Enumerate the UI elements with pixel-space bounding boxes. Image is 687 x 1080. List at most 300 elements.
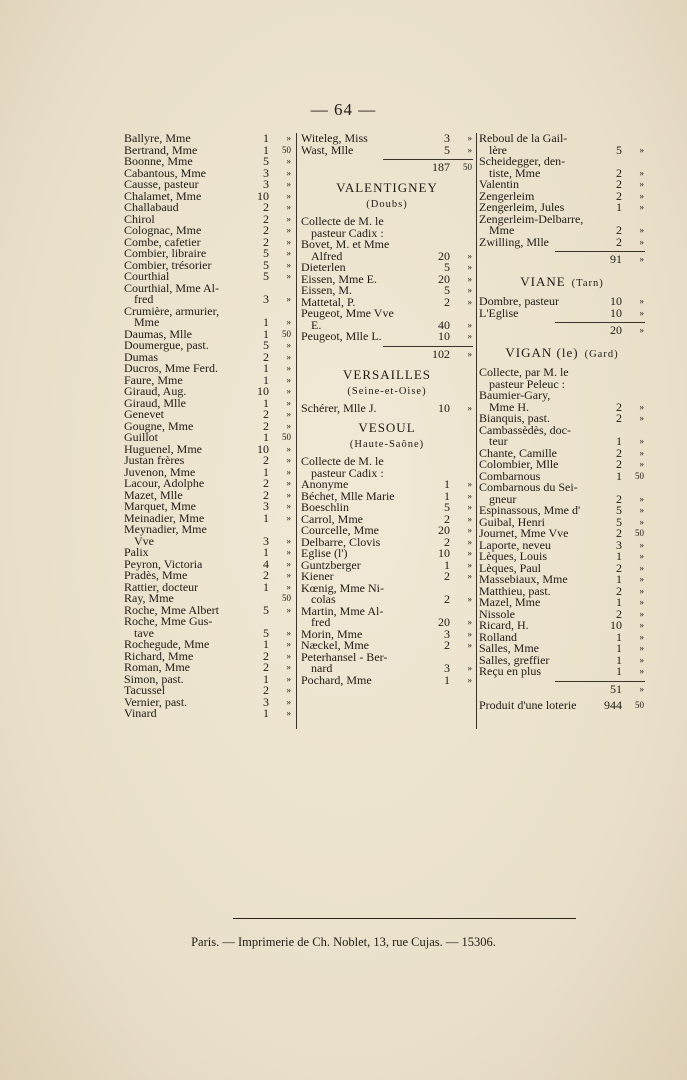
amount-francs: 1 xyxy=(263,326,269,341)
donor-name: lère xyxy=(489,142,507,157)
donor-name: Peyron, Victoria xyxy=(124,556,203,571)
amount-centimes: » xyxy=(286,409,291,419)
amount-francs: 40 xyxy=(438,317,450,332)
amount-centimes: » xyxy=(286,604,291,615)
list-item xyxy=(301,400,473,415)
amount-francs: 2 xyxy=(263,211,269,226)
amount-francs: 2 xyxy=(263,234,269,249)
amount-francs: 2 xyxy=(444,592,450,606)
amount-centimes: 50 xyxy=(635,528,644,538)
amount-francs: 5 xyxy=(616,503,622,517)
amount-centimes: » xyxy=(467,525,472,535)
amount-centimes: » xyxy=(467,559,472,570)
amount-francs: 2 xyxy=(616,177,622,191)
section-heading: VIGAN (le) xyxy=(505,345,579,360)
amount-francs: 1 xyxy=(263,131,269,145)
donor-name: Combier, trésorier xyxy=(124,257,212,272)
amount-centimes: » xyxy=(286,420,291,431)
amount-francs: 1 xyxy=(444,672,450,687)
donor-name: Espinassous, Mme d' xyxy=(479,503,581,517)
amount-francs: 20 xyxy=(438,271,450,286)
amount-centimes: » xyxy=(286,708,291,718)
donor-name: Challabaud xyxy=(124,200,179,214)
amount-centimes: » xyxy=(286,294,291,304)
donor-name: Rolland xyxy=(479,629,517,644)
donor-name: Peugeot, Mme Vve xyxy=(301,306,394,320)
amount-centimes: » xyxy=(286,489,291,500)
donor-name: Guibal, Henri xyxy=(479,514,545,529)
section-heading: VERSAILLES xyxy=(343,366,431,382)
donor-name: Cambassèdès, doc- xyxy=(479,422,571,437)
amount-francs: 5 xyxy=(444,142,450,157)
donor-name: Marquet, Mme xyxy=(124,499,196,513)
amount-centimes: » xyxy=(467,502,472,512)
subtotal-centimes: » xyxy=(639,325,644,335)
amount-centimes: » xyxy=(467,640,472,650)
list-item xyxy=(479,305,645,320)
amount-francs: 5 xyxy=(444,500,450,514)
amount-centimes: » xyxy=(639,608,644,619)
amount-francs: 2 xyxy=(444,511,450,526)
amount-centimes: » xyxy=(286,696,291,707)
amount-centimes: » xyxy=(286,478,291,488)
donor-name: Scheidegger, den- xyxy=(479,154,566,168)
amount-centimes: » xyxy=(286,374,291,385)
donor-name: Palix xyxy=(124,545,149,559)
amount-francs: 1 xyxy=(444,477,450,491)
donor-name: Guillot xyxy=(124,430,159,444)
amount-centimes: » xyxy=(639,202,644,212)
donor-name: Massebiaux, Mme xyxy=(479,572,568,586)
amount-francs: 10 xyxy=(257,441,269,456)
amount-centimes: » xyxy=(639,179,644,189)
section-region: (Gard) xyxy=(584,349,619,360)
donor-name: fred xyxy=(311,615,331,629)
amount-centimes: » xyxy=(467,331,472,341)
donor-name: E. xyxy=(311,317,322,332)
amount-francs: 2 xyxy=(616,606,622,621)
donor-name: Ducros, Mme Ferd. xyxy=(124,361,218,375)
list-item xyxy=(301,331,473,343)
amount-centimes: » xyxy=(467,536,472,547)
donor-name: Justan frères xyxy=(124,453,185,467)
amount-francs: 5 xyxy=(263,257,269,272)
amount-francs: 2 xyxy=(616,445,622,460)
amount-francs: 20 xyxy=(438,615,450,629)
amount-francs: 2 xyxy=(444,569,450,583)
donor-name: Pradès, Mme xyxy=(124,568,188,582)
amount-centimes: » xyxy=(286,236,291,247)
amount-francs: 2 xyxy=(616,583,622,598)
donor-name: Mme H. xyxy=(489,399,529,414)
subtotal-francs: 91 xyxy=(610,252,622,266)
amount-francs: 5 xyxy=(263,246,269,260)
donor-name: Peugeot, Mlle L. xyxy=(301,329,382,343)
amount-francs: 1 xyxy=(263,579,269,594)
donor-name: Genevet xyxy=(124,407,164,421)
amount-centimes: » xyxy=(286,167,291,178)
amount-centimes: » xyxy=(286,317,291,327)
donor-name: Rochegude, Mme xyxy=(124,637,210,651)
amount-francs: 1 xyxy=(616,652,622,667)
amount-centimes: » xyxy=(639,436,644,446)
amount-francs: 3 xyxy=(444,626,450,641)
donor-name: Mme xyxy=(489,223,515,237)
amount-francs: 2 xyxy=(616,165,622,180)
donor-name: Giraud, Aug. xyxy=(124,384,187,398)
column-3 xyxy=(479,133,645,711)
amount-centimes: » xyxy=(286,535,291,546)
amount-francs: 1 xyxy=(616,595,622,609)
donor-name: Pochard, Mme xyxy=(301,672,372,687)
donor-name: Journet, Mme Vve xyxy=(479,526,569,540)
amount-francs: 2 xyxy=(616,411,622,425)
amount-francs: 2 xyxy=(616,526,622,540)
amount-centimes: » xyxy=(467,250,472,261)
amount-centimes: » xyxy=(639,631,644,642)
list-item xyxy=(124,708,292,720)
amount-francs: 2 xyxy=(263,223,269,237)
subtotal xyxy=(301,347,473,361)
amount-francs: 5 xyxy=(263,338,269,352)
column-divider xyxy=(296,133,297,729)
donor-name: Laporte, neveu xyxy=(479,537,551,552)
amount-francs: 10 xyxy=(257,188,269,203)
subtotal-francs: 51 xyxy=(610,681,622,696)
amount-centimes: » xyxy=(286,650,291,661)
donor-name: Zengerleim xyxy=(479,188,535,203)
amount-francs: 1 xyxy=(444,488,450,503)
amount-centimes: » xyxy=(286,259,291,270)
section-heading-row xyxy=(479,274,645,290)
donor-name: Collecte de M. le xyxy=(301,214,384,228)
page-number: — 64 — xyxy=(310,100,377,119)
donor-name: Chalamet, Mme xyxy=(124,188,202,203)
subtotal xyxy=(479,252,645,266)
list-item xyxy=(479,666,645,678)
amount-francs: 2 xyxy=(444,638,450,652)
amount-francs: 2 xyxy=(263,683,269,697)
amount-francs: 20 xyxy=(438,248,450,263)
amount-francs: 2 xyxy=(444,294,450,309)
donor-name: Anonyme xyxy=(301,477,349,491)
donor-name: Béchet, Mlle Marie xyxy=(301,488,395,503)
section-region: (Doubs) xyxy=(366,199,408,210)
amount-francs: 3 xyxy=(263,292,269,306)
donor-name: Chante, Camille xyxy=(479,445,557,460)
amount-centimes: » xyxy=(639,620,644,630)
amount-centimes: » xyxy=(286,581,291,592)
donor-name: Bianquis, past. xyxy=(479,411,550,425)
donor-name: Vernier, past. xyxy=(124,694,188,709)
amount-francs: 2 xyxy=(616,223,622,237)
amount-francs: 2 xyxy=(263,660,269,674)
donor-name: Roman, Mme xyxy=(124,660,190,674)
amount-centimes: » xyxy=(467,402,472,413)
amount-centimes: 50 xyxy=(635,699,644,710)
donor-name: Ballyre, Mme xyxy=(124,131,191,145)
donor-name: teur xyxy=(489,434,508,448)
donor-name: Zengerleim-Delbarre, xyxy=(479,211,584,226)
amount-francs: 1 xyxy=(263,464,269,479)
amount-centimes: » xyxy=(286,570,291,580)
subtotal-centimes: 50 xyxy=(463,162,472,172)
donor-name: Huguenel, Mme xyxy=(124,441,202,456)
donor-name: Giraud, Mlle xyxy=(124,395,186,410)
amount-centimes: » xyxy=(639,539,644,550)
amount-centimes: » xyxy=(639,505,644,515)
list-item xyxy=(479,234,645,249)
list-item xyxy=(301,672,473,687)
amount-centimes: » xyxy=(467,571,472,581)
amount-centimes: » xyxy=(467,273,472,284)
donor-name: Meinadier, Mme xyxy=(124,510,205,525)
section-heading-row xyxy=(479,345,645,361)
donor-name: Nissole xyxy=(479,606,515,621)
amount-francs: 2 xyxy=(263,648,269,663)
subtotal-francs: 187 xyxy=(432,160,450,174)
amount-francs: 2 xyxy=(263,418,269,433)
amount-francs: 1 xyxy=(263,372,269,387)
donor-name: Delbarre, Clovis xyxy=(301,534,381,549)
donor-name: Vinard xyxy=(124,706,157,720)
amount-centimes: » xyxy=(286,363,291,373)
donor-name: pasteur Peleuc : xyxy=(489,376,565,391)
amount-centimes: » xyxy=(467,144,472,155)
amount-centimes: » xyxy=(639,296,644,306)
amount-centimes: » xyxy=(639,666,644,676)
donor-name: Mme xyxy=(134,315,160,329)
amount-francs: 944 xyxy=(604,697,622,712)
amount-centimes: » xyxy=(286,397,291,408)
amount-centimes: » xyxy=(467,663,472,673)
donor-name: Bertrand, Mme xyxy=(124,142,198,157)
donor-name: Rattier, docteur xyxy=(124,579,199,594)
amount-francs: 1 xyxy=(616,549,622,563)
donor-name: Eissen, M. xyxy=(301,283,352,297)
amount-centimes: » xyxy=(286,340,291,350)
amount-francs: 3 xyxy=(444,131,450,145)
amount-centimes: » xyxy=(639,585,644,596)
donor-name: Mazet, Mlle xyxy=(124,487,183,502)
amount-centimes: » xyxy=(286,685,291,695)
amount-francs: 1 xyxy=(263,545,269,559)
amount-francs: 1 xyxy=(263,510,269,525)
amount-francs: 1 xyxy=(263,706,269,720)
amount-francs: 2 xyxy=(616,399,622,414)
section-region: (Seine-et-Oise) xyxy=(347,385,427,397)
donor-name: nard xyxy=(311,661,333,675)
donor-name: Lèques, Louis xyxy=(479,549,547,563)
amount-centimes: » xyxy=(286,558,291,569)
amount-francs: 1 xyxy=(444,557,450,572)
amount-francs: 5 xyxy=(263,154,269,168)
amount-francs: 1 xyxy=(263,671,269,686)
amount-francs: 20 xyxy=(438,523,450,537)
column-2 xyxy=(301,133,473,686)
amount-centimes: » xyxy=(639,190,644,201)
amount-francs: 10 xyxy=(438,546,450,560)
donor-name: Zengerleim, Jules xyxy=(479,200,565,214)
amount-francs: 1 xyxy=(263,395,269,410)
amount-centimes: » xyxy=(286,501,291,511)
donor-name: Næckel, Mme xyxy=(301,638,369,652)
amount-centimes: » xyxy=(286,179,291,189)
subtotal-centimes: » xyxy=(639,254,644,264)
amount-francs: 4 xyxy=(263,556,269,571)
donor-name: Dieterlen xyxy=(301,260,346,274)
amount-francs: 2 xyxy=(616,188,622,203)
donor-name: Richard, Mme xyxy=(124,648,194,663)
subtotal xyxy=(479,323,645,337)
amount-centimes: 50 xyxy=(282,593,291,603)
donor-name: Morin, Mme xyxy=(301,626,363,641)
amount-francs: 1 xyxy=(616,468,622,483)
donor-name: Bovet, M. et Mme xyxy=(301,237,390,251)
section-region: (Tarn) xyxy=(571,278,604,289)
donor-name: Roche, Mme Gus- xyxy=(124,614,213,628)
amount-francs: 2 xyxy=(263,476,269,490)
amount-francs: 1 xyxy=(616,200,622,214)
amount-centimes: » xyxy=(286,351,291,362)
amount-francs: 10 xyxy=(610,618,622,632)
donor-name: Combarnous xyxy=(479,468,541,483)
amount-centimes: » xyxy=(286,547,291,557)
donor-name: Collecte de M. le xyxy=(301,454,384,468)
amount-centimes: » xyxy=(467,319,472,330)
amount-centimes: » xyxy=(286,156,291,166)
subtotal-francs: 102 xyxy=(432,346,450,361)
section-region: (Haute-Saône) xyxy=(349,439,425,450)
subtotal-centimes: » xyxy=(639,683,644,694)
amount-centimes: » xyxy=(286,466,291,477)
donor-name: colas xyxy=(311,592,336,606)
subtotal xyxy=(301,160,473,174)
donor-name: Doumergue, past. xyxy=(124,338,209,352)
donor-name: Ricard, H. xyxy=(479,618,529,632)
donor-name: Juvenon, Mme xyxy=(124,464,196,479)
donor-name: Alfred xyxy=(311,248,343,263)
amount-centimes: » xyxy=(639,597,644,607)
amount-francs: 1 xyxy=(616,434,622,448)
donor-name: Crumière, armurier, xyxy=(124,303,220,318)
donor-name: Baumier-Gary, xyxy=(479,388,551,402)
donor-name: Eglise (l') xyxy=(301,546,348,560)
donor-name: Valentin xyxy=(479,177,519,191)
donor-name: Boeschlin xyxy=(301,500,349,514)
amount-centimes: » xyxy=(467,296,472,307)
donor-name: Carrol, Mme xyxy=(301,511,363,526)
amount-francs: 5 xyxy=(263,602,269,617)
amount-francs: 3 xyxy=(263,499,269,513)
amount-francs: 10 xyxy=(438,329,450,343)
amount-centimes: » xyxy=(467,674,472,685)
donor-name: Zwilling, Mlle xyxy=(479,234,549,249)
amount-centimes: » xyxy=(639,562,644,573)
donor-name: fred xyxy=(134,292,154,306)
amount-centimes: » xyxy=(639,307,644,318)
amount-francs: 1 xyxy=(263,142,269,157)
donor-name: Lacour, Adolphe xyxy=(124,476,205,490)
donor-name: Causse, pasteur xyxy=(124,177,199,191)
amount-centimes: 50 xyxy=(282,432,291,442)
donor-name: Mattetal, P. xyxy=(301,294,356,309)
amount-centimes: » xyxy=(286,271,291,281)
donor-name: Tacussel xyxy=(124,683,166,697)
donor-name: Ray, Mme xyxy=(124,591,174,605)
donor-name: Eissen, Mme E. xyxy=(301,271,377,286)
donor-name: Kiener xyxy=(301,569,334,583)
amount-francs: 2 xyxy=(263,407,269,421)
amount-francs: 3 xyxy=(616,537,622,552)
amount-francs: 5 xyxy=(616,514,622,529)
donor-name: Matthieu, past. xyxy=(479,583,551,598)
subtotal-francs: 20 xyxy=(610,323,622,337)
donor-name: pasteur Cadix : xyxy=(311,465,384,480)
amount-centimes: » xyxy=(639,401,644,412)
donor-name: Faure, Mme xyxy=(124,372,183,387)
amount-francs: 2 xyxy=(263,487,269,502)
amount-francs: 10 xyxy=(610,294,622,308)
amount-centimes: » xyxy=(286,512,291,523)
donor-name: gneur xyxy=(489,491,517,506)
amount-centimes: » xyxy=(639,551,644,561)
subtotal-centimes: » xyxy=(467,348,472,359)
amount-francs: 2 xyxy=(444,534,450,549)
amount-centimes: » xyxy=(286,190,291,201)
amount-centimes: » xyxy=(639,459,644,469)
amount-francs: 1 xyxy=(616,664,622,678)
donor-name: Chirol xyxy=(124,211,155,226)
amount-centimes: » xyxy=(467,133,472,143)
amount-francs: 10 xyxy=(438,400,450,415)
amount-francs: 1 xyxy=(263,361,269,375)
amount-francs: 2 xyxy=(263,568,269,582)
donor-name: pasteur Cadix : xyxy=(311,225,384,240)
amount-centimes: » xyxy=(286,213,291,224)
amount-francs: 2 xyxy=(263,349,269,364)
amount-centimes: » xyxy=(639,167,644,178)
amount-centimes: » xyxy=(286,386,291,396)
amount-francs: 10 xyxy=(610,305,622,320)
amount-centimes: » xyxy=(467,594,472,604)
donor-name: Kœnig, Mme Ni- xyxy=(301,580,384,595)
amount-francs: 3 xyxy=(444,661,450,675)
footer-rule xyxy=(233,918,576,919)
donor-name: Cabantous, Mme xyxy=(124,165,206,180)
printer-footer: Paris. — Imprimerie de Ch. Noblet, 13, rue Cujas. — 15306. xyxy=(191,935,496,949)
donor-name: Guntzberger xyxy=(301,557,361,572)
amount-francs: 3 xyxy=(263,694,269,709)
amount-francs: 10 xyxy=(257,384,269,398)
amount-centimes: 50 xyxy=(635,470,644,481)
amount-francs: 2 xyxy=(263,453,269,467)
donor-name: Dumas xyxy=(124,349,158,364)
donor-name: Salles, Mme xyxy=(479,641,539,655)
donor-name: Reboul de la Gail- xyxy=(479,131,568,145)
amount-centimes: » xyxy=(286,662,291,672)
donor-name: Dombre, pasteur xyxy=(479,294,559,308)
amount-francs: 2 xyxy=(616,234,622,249)
amount-centimes: » xyxy=(286,455,291,465)
donor-name: tave xyxy=(134,625,154,640)
amount-francs: 5 xyxy=(444,260,450,274)
donor-name: Reçu en plus xyxy=(479,664,541,678)
donor-name: Daumas, Mlle xyxy=(124,326,192,341)
amount-centimes: 50 xyxy=(282,328,291,339)
amount-centimes: » xyxy=(639,413,644,423)
amount-centimes: » xyxy=(286,133,291,143)
